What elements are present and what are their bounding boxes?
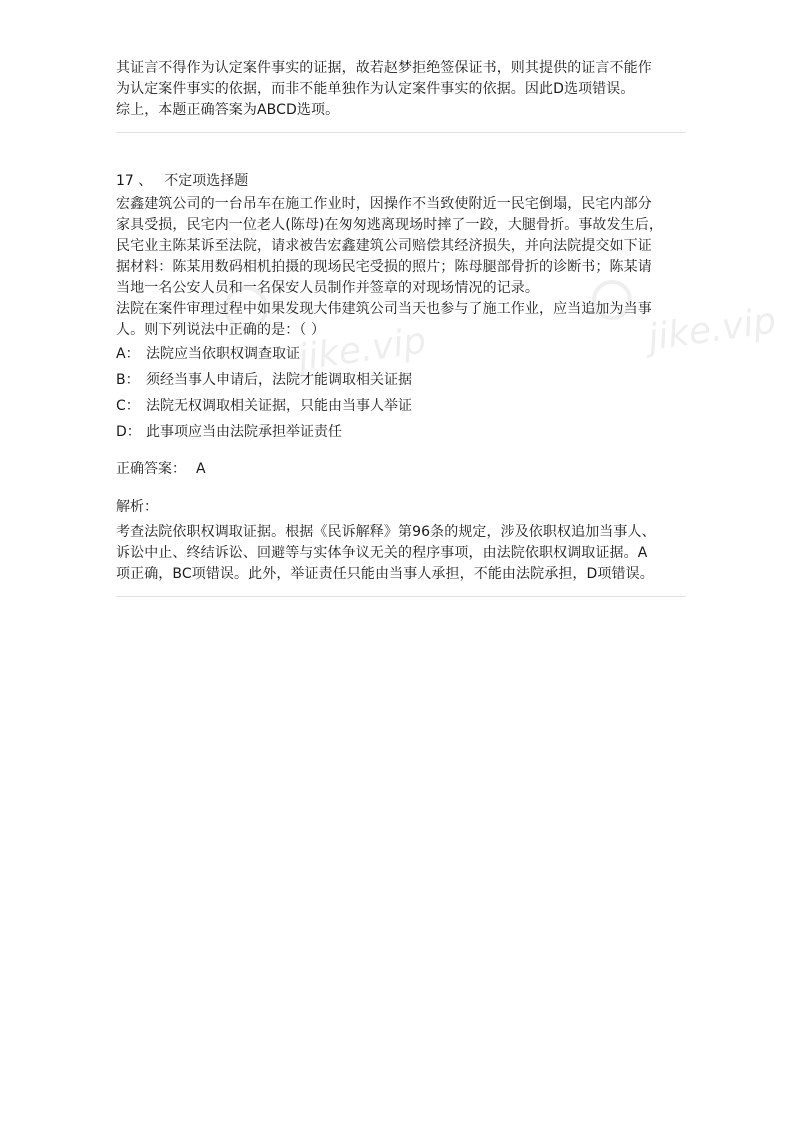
option-list [116, 344, 686, 443]
correct-answer [116, 459, 686, 480]
stem-line: 人。则下列说法中正确的是：（ ） [116, 322, 326, 338]
option-key: A： [116, 346, 140, 362]
text-line: 综上，本题正确答案为ABCD选项。 [116, 102, 340, 118]
stem-line: 家具受损，民宅内一位老人(陈母)在匆匆逃离现场时摔了一跤，大腿骨折。事故发生后， [116, 217, 663, 233]
analysis-body [116, 522, 686, 585]
option-b [116, 370, 686, 391]
option-key: C： [116, 398, 140, 414]
stem-line: 宏鑫建筑公司的一台吊车在施工作业时，因操作不当致使附近一民宅倒塌，民宅内部分 [116, 196, 652, 212]
stem-line: 民宅业主陈某诉至法院，请求被告宏鑫建筑公司赔偿其经济损失，并向法院提交如下证 [116, 238, 652, 254]
document-page [116, 58, 686, 597]
answer-label: 正确答案： [116, 461, 186, 477]
option-text: 须经当事人申请后，法院才能调取相关证据 [146, 372, 412, 388]
section-divider [116, 596, 686, 597]
stem-line: 据材料：陈某用数码相机拍摄的现场民宅受损的照片；陈母腿部骨折的诊断书；陈某请 [116, 259, 652, 275]
watermark-text: jike.vip [645, 300, 779, 359]
option-text: 法院应当依职权调查取证 [146, 346, 300, 362]
option-text: 此事项应当由法院承担举证责任 [146, 424, 342, 440]
text-line: 为认定案件事实的依据，而非不能单独作为认定案件事实的依据。因此D选项错误。 [116, 81, 635, 97]
analysis-line: 诉讼中止、终结诉讼、回避等与实体争议无关的程序事项，由法院依职权调取证据。A [116, 545, 648, 561]
question-type: 不定项选择题 [164, 173, 249, 189]
question-stem [116, 194, 686, 341]
option-d [116, 422, 686, 443]
question-header [116, 171, 686, 192]
stem-line: 法院在案件审理过程中如果发现大伟建筑公司当天也参与了施工作业，应当追加为当事 [116, 301, 652, 317]
analysis-line: 考查法院依职权调取证据。根据《民诉解释》第96条的规定，涉及依职权追加当事人、 [116, 524, 656, 540]
question-number: 17 、 [116, 173, 153, 189]
answer-value: A [196, 461, 206, 477]
text-line: 其证言不得作为认定案件事实的证据，故若赵梦拒绝签保证书，则其提供的证言不能作 [116, 60, 652, 76]
section-divider [116, 132, 686, 133]
analysis-line: 项正确，BC项错误。此外，举证责任只能由当事人承担，不能由法院承担，D项错误。 [116, 566, 654, 582]
option-a [116, 344, 686, 365]
stem-line: 当地一名公安人员和一名保安人员制作并签章的对现场情况的记录。 [116, 280, 539, 296]
analysis-title: 解析： [116, 499, 158, 515]
previous-answer-block [116, 58, 686, 121]
watermark-text: jike.vip [295, 320, 429, 379]
option-c [116, 396, 686, 417]
option-key: D： [116, 424, 141, 440]
option-text: 法院无权调取相关证据，只能由当事人举证 [146, 398, 412, 414]
option-key: B： [116, 372, 140, 388]
